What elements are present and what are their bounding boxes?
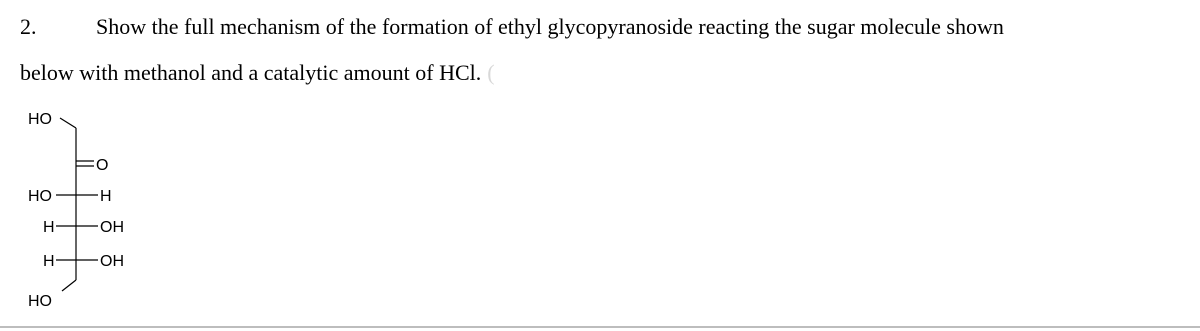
c3-right-label: OH	[100, 219, 124, 236]
question-number: 2.	[20, 14, 37, 39]
question-line-2	[20, 58, 495, 88]
c4-right-label: OH	[100, 253, 124, 270]
c2-right-label: H	[100, 188, 112, 205]
faint-mark: (	[487, 60, 495, 85]
c3-left-label: H	[43, 219, 55, 236]
top-ho-bond	[60, 118, 76, 128]
question-line-1	[20, 12, 1004, 42]
c2-left-label: HO	[28, 188, 52, 205]
sugar-fischer-projection	[0, 90, 240, 326]
bottom-ho-bond	[62, 280, 76, 291]
carbonyl-oxygen-label: O	[96, 157, 109, 174]
top-ho-label: HO	[28, 111, 52, 128]
c4-left-label: H	[43, 253, 55, 270]
question-text-line-2: below with methanol and a catalytic amount of HCl.	[20, 60, 482, 85]
bottom-ho-label: HO	[28, 293, 52, 310]
question-text-line-1: Show the full mechanism of the formation of ethyl glycopyranoside reacting the sugar molecule shown	[96, 14, 1004, 39]
bottom-divider	[0, 326, 1200, 328]
